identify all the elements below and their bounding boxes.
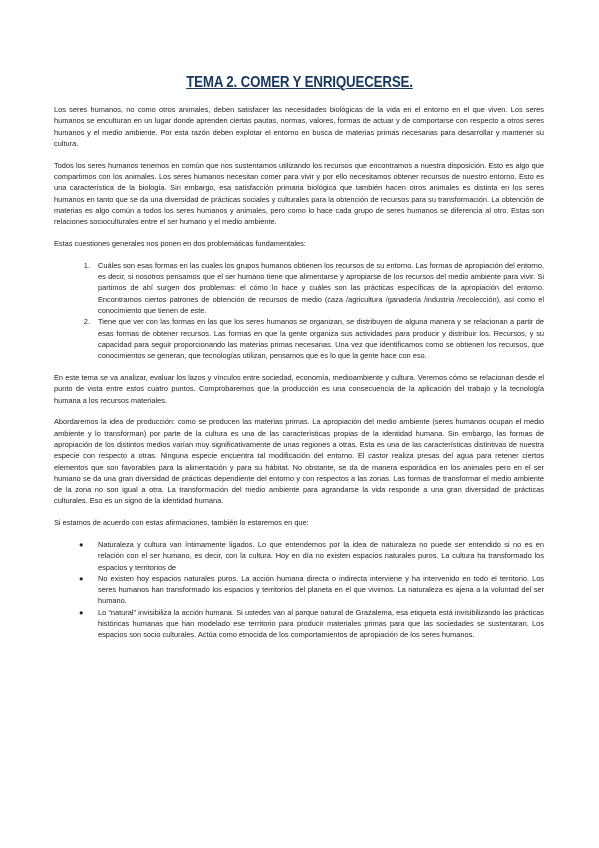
bullet-item-2 bbox=[79, 573, 544, 607]
bullet-icon: ● bbox=[79, 540, 84, 549]
paragraph-production: Abordaremos la idea de producción: como se producen las materias primas. La apropiación del medio ambiente (seres humanos ocupan el medio ambiente y lo transforman) por parte de la cultura es una de las características propias de la identidad humana. Sin embargo, las formas de apropiación de los distintos medios varían muy significativamente de unas regiones a otras. Esta es una de las características distintivas de nuestra especie con respecto a otras. Ninguna especie encuentra tal modificación del entorno. El castor realiza presas del agua para retener ciertos elementos que son favorables para la alimentación y para su hábitat. No obstante, se da de manera esporádica en los animales pero en el ser humano se da una gran diversidad de prácticas dependiente del entorno y con respectos a las zonas. Las formas de transformar el medio ambiente de la zona no son igual a otra. La transformación del medio ambiente para agrandarse la vida responde a una gran diversidad de prácticas culturales. Eso es un signo de la identidad humana. bbox=[54, 417, 544, 506]
bullet-list bbox=[54, 539, 544, 641]
numbered-item-1: 1. Cuáles son esas formas en las cuales los grupos humanos obtienen los recursos de su entorno. Las formas de apropiación del entorno, es decir, si nosotros pensamos que el ser humano tiene que alimentarse y apropiarse de los recursos del medio ambiente para vivir. Si partimos de ahí surgen dos problemas: el cómo lo hace y cuáles son las prácticas específicas de la apropiación del entorno. Encontramos ciertos patrones de obtención de recursos de medio (caza /agricultura /ganadería /industria /recolección), así como el conocimiento que tienen de este. bbox=[92, 260, 544, 316]
bullet-icon: ● bbox=[79, 607, 84, 617]
bullet-item-3 bbox=[79, 607, 544, 641]
numbered-item-2: 2. Tiene que ver con las formas en las que los seres humanos se organizan, se distribuyen de alguna manera y se relacionan a partir de esas formas de obtener recursos. Las formas en que la gente organiza sus actividades para producir y distribuir los. Recursos, y su capacidad para seguir proporcionando las materias primas necesarias. Una vez que identificamos como se obtienen los recursos, que conocimientos se generan, que tecnologías utilizan, pensamos que es lo que la gente hace con eso. bbox=[92, 316, 544, 361]
paragraph-agreement: Si estamos de acuerdo con estas afirmaciones, también lo estaremos en que: bbox=[54, 518, 309, 528]
paragraph-topic: En este tema se va analizar, evaluar los lazos y vínculos entre sociedad, economía, medioambiente y cultura. Veremos cómo se relacionan desde el punto de vista entre estos cuatro puntos. Comprobaremos que la producción es una consecuencia de la aplicación del trabajo y la tecnología humana a los recursos materiales. bbox=[54, 372, 544, 405]
numbered-list bbox=[54, 260, 544, 362]
bullet-icon: ● bbox=[79, 573, 84, 583]
bullet-text: Lo “natural” invisibiliza la acción humana. Si ustedes van al parque natural de Grazalema, esa etiqueta está invisibilizando las prácticas históricas humanas que han modelado ese territorio para producir materiales primas para que las sociedades se sustentaran. Los espacios son socio culturales. Actúa como etnocida de los comportamientos de apropiación de los seres humanos. bbox=[98, 607, 544, 640]
paragraph-resources: Todos los seres humanos tenemos en común que nos sustentamos utilizando los recursos que encontramos a nuestra disposición. Esto es algo que compartimos con los animales. Los seres humanos necesitan comer para vivir y por ello necesitamos obtener recursos de nuestro entorno. Esto es una característica de la biología. Sin embargo, esa satisfacción primaria biológica que también hacen otros animales es distinta en los seres humanos en tanto que se da una diversidad de prácticas sociales y culturales para la obtención de recursos para su transformación. La obtención de materias es algo común a todos los seres humanos y animales, pero como lo hace cada grupo de seres humanos se diferencia al otro. Estas son relaciones socioculturales entre el ser humano y el medio ambiente. bbox=[54, 160, 544, 227]
paragraph-intro: Los seres humanos, no como otros animales, deben satisfacer las necesidades biológicas de la vida en el entorno en el que viven. Los seres humanos se enculturan en un lugar donde aprenden ciertas pautas, normas, valores, formas de actuar y de comportarse con respecto a otros seres humanos y el medio ambiente. Por esta razón deben explotar el entorno en busca de materias primas necesarias para desarrollar y mantener su cultura. bbox=[54, 105, 544, 148]
paragraph-problems-intro: Estas cuestiones generales nos ponen en dos problemáticas fundamentales: bbox=[54, 238, 306, 248]
bullet-item-1 bbox=[79, 539, 544, 573]
bullet-text: Naturaleza y cultura van íntimamente ligados. Lo que entendemos por la idea de naturaleza no puede ser entendido si no es en relación con el ser humano, es decir, con la cultura. Hoy en día no existen espacios naturales puros. La cultura ha transformado los espacios y territorios de bbox=[98, 540, 544, 572]
bullet-text: No existen hoy espacios naturales puros. La acción humana directa o indirecta interviene y ha intervenido en todo el territorio. Los seres humanos han transformado los espacios y territorios del planeta en el que vivimos. La naturaleza es ajena a la voluntad del ser humano. bbox=[98, 573, 544, 606]
document-title: TEMA 2. COMER Y ENRIQUECERSE. bbox=[186, 74, 413, 91]
document-body bbox=[54, 104, 544, 641]
